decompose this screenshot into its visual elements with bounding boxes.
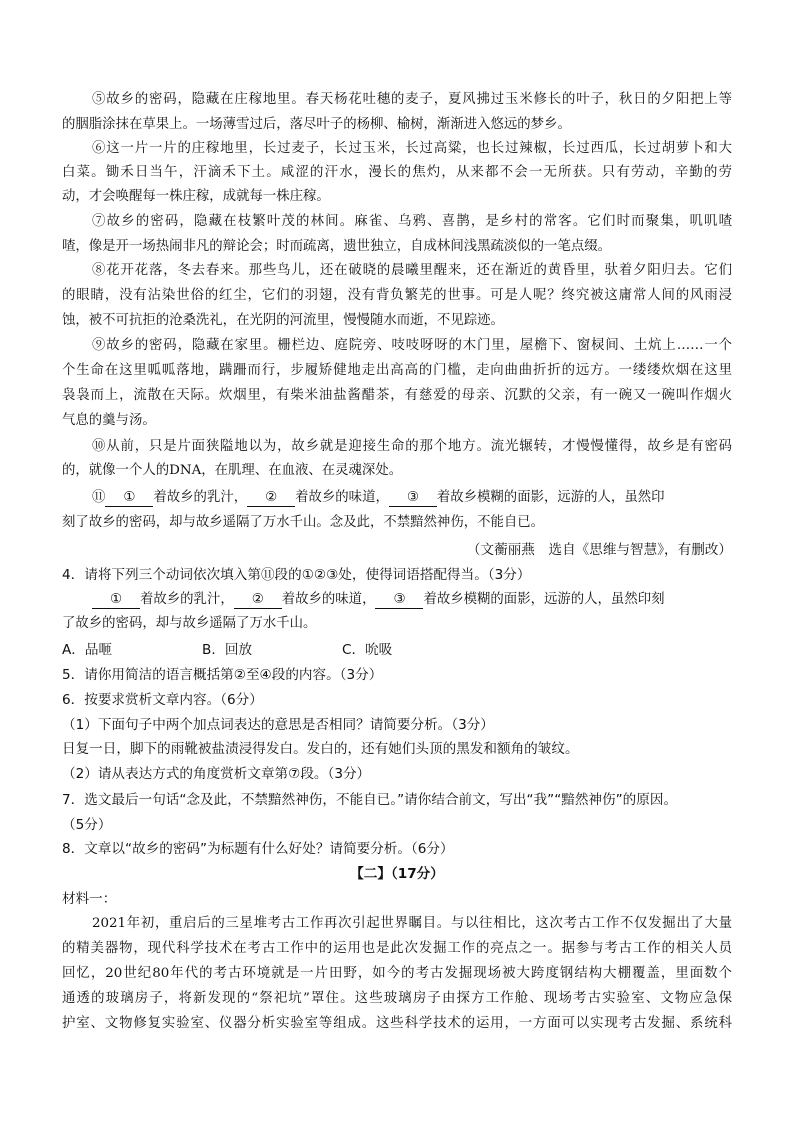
- para-9-line-4: 气息的羹与汤。: [62, 413, 156, 428]
- question-7-line-2: （5分）: [62, 817, 112, 833]
- question-6-1: （1）下面句子中两个加点词表达的意思是否相同？请简要分析。（3分）: [62, 717, 494, 733]
- question-8: 8．文章以“故乡的密码”为标题有什么好处？请简要分析。（6分）: [62, 841, 454, 857]
- para-11-line-1: [92, 488, 732, 508]
- material-1-label: 材料一：: [62, 891, 117, 907]
- question-4-fill-line-2: 了故乡的密码，却与故乡遥隔了万水千山。: [62, 616, 317, 631]
- material-1-line-5: 护室、文物修复实验室、仪器分析实验室等组成。这些科学技术的运用，一方面可以实现考古发掘、系统科: [62, 1016, 732, 1031]
- blank-3: ③: [389, 489, 437, 507]
- para-11-text-3: 着故乡模糊的面影，远游的人，虽然印: [436, 490, 665, 505]
- q4-blank-2: ②: [234, 591, 282, 609]
- blank-2: ②: [247, 489, 295, 507]
- para-6-line-3: 动，才会唤醒每一株庄稼，成就每一株庄稼。: [62, 189, 330, 204]
- q4-blank-1: ①: [92, 591, 140, 609]
- question-4: 4．请将下列三个动词依次填入第⑪段的①②③处，使得词语搭配得当。（3分）: [62, 567, 531, 583]
- para-7-line-2: 喳，像是开一场热闹非凡的辩论会；时而疏离，遗世独立，自成林间浅黑疏淡似的一笔点缀。: [62, 239, 612, 254]
- question-4-options: [62, 640, 732, 660]
- section-2-heading: 【二】（17分）: [350, 866, 444, 882]
- para-10-line-2: 的，就像一个人的DNA，在肌理、在血液、在灵魂深处。: [62, 463, 403, 478]
- para-10-line-1: ⑩从前，只是片面狭隘地以为，故乡就是迎接生命的那个地方。流光辗转，才慢慢懂得，故乡是有密码: [92, 439, 732, 454]
- para-9-line-3: 袅袅而上，流散在天际。炊烟里，有柴米油盐酱醋茶，有慈爱的母亲、沉默的父亲，有一碗又一碗叫作烟火: [62, 388, 732, 403]
- material-1-line-1: 2021年初，重启后的三星堆考古工作再次引起世界瞩目。与以往相比，这次考古工作不仅发掘出了大量: [92, 916, 732, 931]
- blank-1: ①: [105, 489, 153, 507]
- question-7-line-1: 7．选文最后一句话“念及此，不禁黯然神伤，不能自已。”请你结合前文，写出“我”“黯然神伤”的原因。: [62, 792, 678, 808]
- q4-fill-text-2: 着故乡的味道，: [281, 592, 376, 607]
- para-11-number: ⑪: [92, 490, 106, 505]
- question-6-2: （2）请从表达方式的角度赏析文章第⑦段。（3分）: [62, 766, 371, 782]
- option-b: B．回放: [202, 642, 253, 658]
- material-1-line-3: 回忆，20世纪80年代的考古环境就是一片田野，如今的考古发掘现场被大跨度钢结构大棚覆盖，里面数个: [62, 966, 732, 981]
- question-4-fill-line-1: [92, 590, 732, 610]
- q4-fill-text-1: 着故乡的乳汁，: [140, 592, 234, 607]
- para-6-line-1: ⑥这一片一片的庄稼地里，长过麦子，长过玉米，长过高粱，也长过辣椒，长过西瓜，长过胡萝卜和大: [92, 141, 732, 156]
- question-5: 5．请你用简洁的语言概括第②至④段的内容。（3分）: [62, 667, 383, 683]
- para-6-line-2: 白菜。锄禾日当午，汗滴禾下土。咸涩的汗水，漫长的焦灼，从来都不会一无所获。只有劳动，辛勤的劳: [62, 165, 732, 180]
- para-8-line-2: 的眼睛，没有沾染世俗的红尘，它们的羽翅，没有背负繁芜的世事。可是人呢？终究被这庸常人间的风雨浸: [62, 288, 732, 303]
- para-9-line-1: ⑨故乡的密码，隐藏在家里。栅栏边、庭院旁、吱吱呀呀的木门里，屋檐下、窗棂间、土炕上……一个: [92, 338, 732, 353]
- option-a: A．品咂: [62, 642, 113, 658]
- material-1-line-2: 的精美器物，现代科学技术在考古工作中的运用也是此次发掘工作的亮点之一。据参与考古工作的相关人员: [62, 941, 732, 956]
- para-8-line-3: 蚀，被不可抗拒的沧桑洗礼，在光阴的河流里，慢慢随水而逝，不见踪迹。: [62, 313, 504, 328]
- material-1-line-4: 通透的玻璃房子，将新发现的“祭祀坑”罩住。这些玻璃房子由探方工作舱、现场考古实验室、文物应急保: [62, 991, 732, 1006]
- question-6-1-sentence: 日复一日，脚下的雨靴被盐渍浸得发白。发白的，还有她们头顶的黑发和额角的皱纹。: [62, 741, 579, 757]
- q4-fill-text-3: 着故乡模糊的面影，远游的人，虽然印刻: [423, 592, 665, 607]
- para-9-line-2: 个生命在这里呱呱落地，蹒跚而行，步履矫健地走出高高的门槛，走向曲曲折折的远方。一缕缕炊烟在这里: [62, 363, 732, 378]
- para-11-text-1: 着故乡的乳汁，: [153, 490, 248, 505]
- para-11-line-2: 刻了故乡的密码，却与故乡遥隔了万水千山。念及此，不禁黯然神伤，不能自已。: [62, 515, 545, 530]
- para-5-line-2: 的胭脂涂抹在草果上。一场薄雪过后，落尽叶子的杨柳、榆树，渐渐进入悠远的梦乡。: [62, 117, 571, 132]
- para-7-line-1: ⑦故乡的密码，隐藏在枝繁叶茂的林间。麻雀、乌鸦、喜鹊，是乡村的常客。它们时而聚集，叽叽喳: [92, 214, 732, 229]
- q4-blank-3: ③: [375, 591, 423, 609]
- para-11-text-2: 着故乡的味道，: [295, 490, 389, 505]
- para-5-line-1: ⑤故乡的密码，隐藏在庄稼地里。春天杨花吐穗的麦子，夏风拂过玉米修长的叶子，秋日的夕阳把上等: [92, 92, 732, 107]
- para-8-line-1: ⑧花开花落，冬去春来。那些鸟儿，还在破晓的晨曦里醒来，还在渐近的黄昏里，驮着夕阳归去。它们: [92, 263, 732, 278]
- source-citation: （文蘅丽燕 选自《思维与智慧》，有删改）: [466, 542, 732, 558]
- option-c: C．吮吸: [342, 642, 393, 658]
- question-6: 6．按要求赏析文章内容。（6分）: [62, 692, 263, 708]
